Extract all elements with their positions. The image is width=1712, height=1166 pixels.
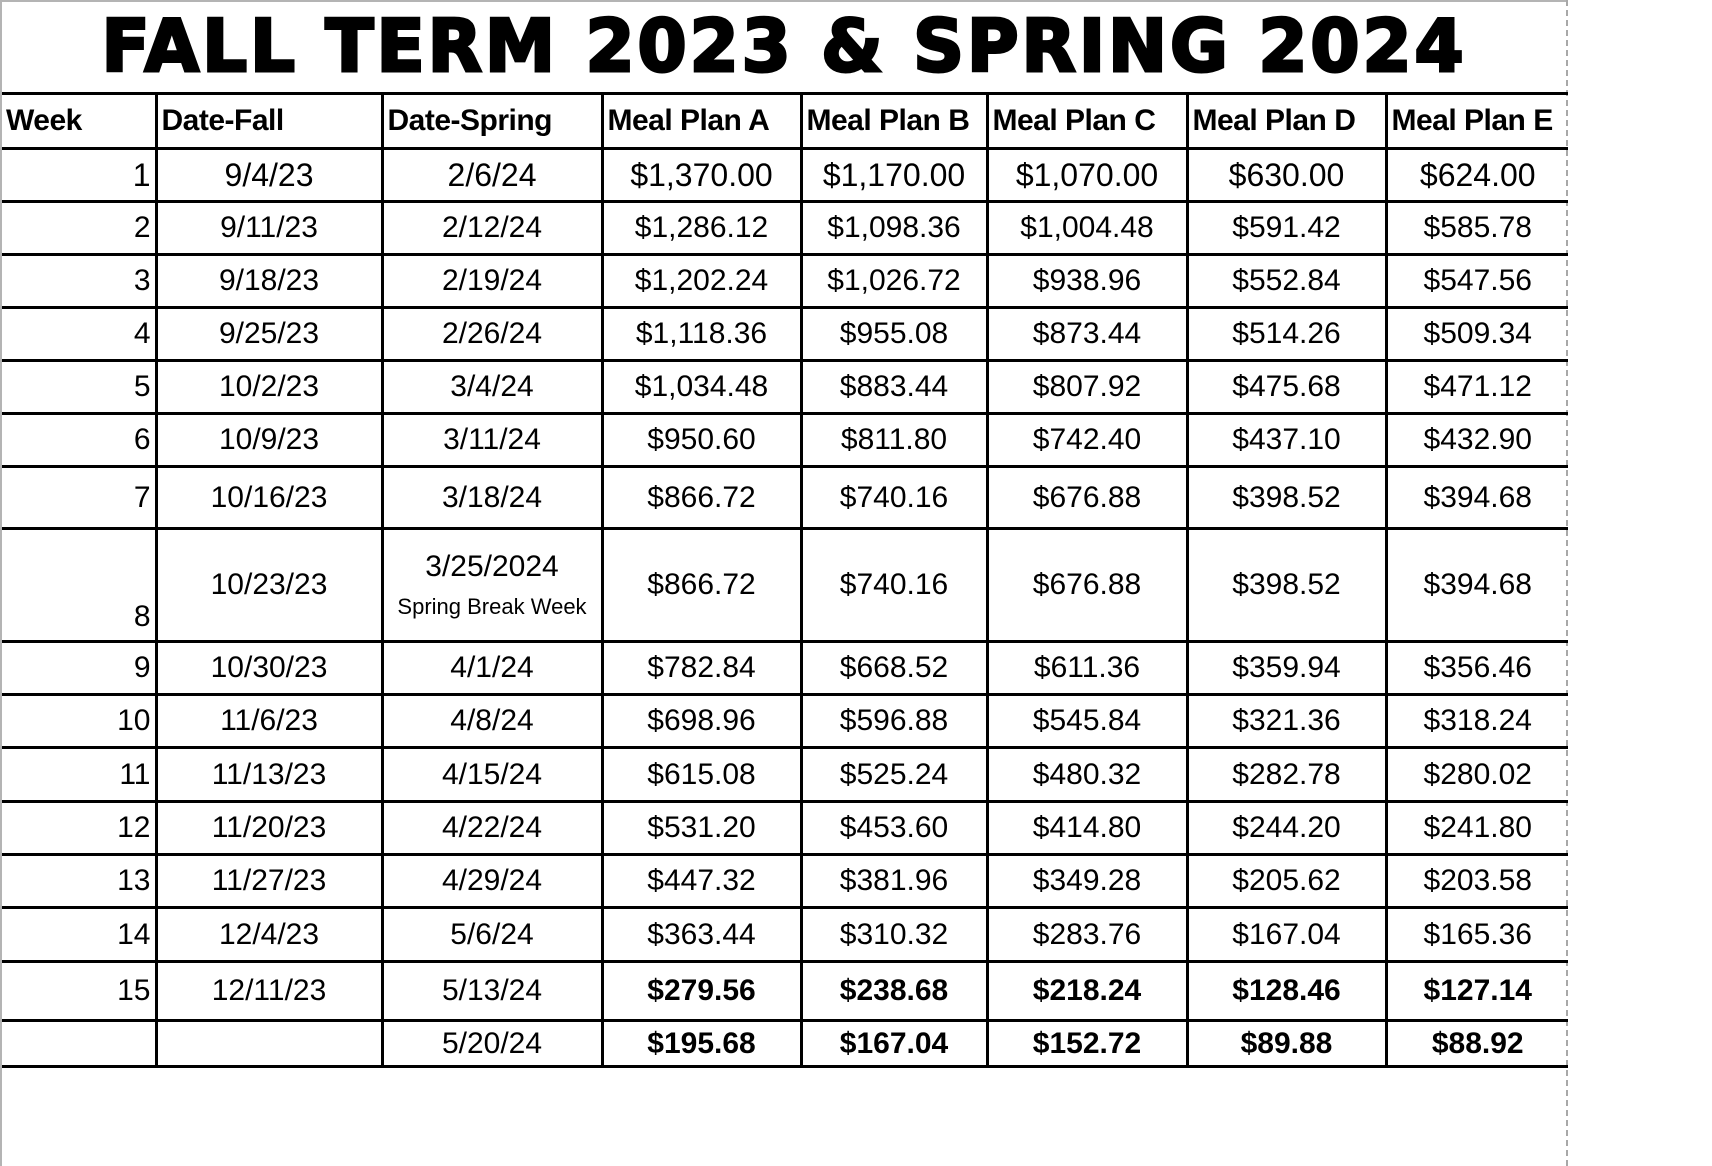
cell-date-spring: 3/4/24 [382, 361, 602, 414]
table-row [2, 962, 1568, 1021]
cell-plan-c: $349.28 [987, 855, 1187, 908]
cell-plan-b: $1,026.72 [801, 255, 987, 308]
cell-plan-e: $547.56 [1386, 255, 1568, 308]
cell-week: 11 [2, 748, 156, 802]
cell-plan-c: $742.40 [987, 414, 1187, 467]
cell-plan-c: $283.76 [987, 908, 1187, 962]
table-row-spring-break [2, 529, 1568, 642]
cell-week: 3 [2, 255, 156, 308]
cell-plan-c: $1,004.48 [987, 202, 1187, 255]
cell-week: 6 [2, 414, 156, 467]
header-row [2, 94, 1568, 149]
cell-date-fall: 12/4/23 [156, 908, 382, 962]
cell-plan-e: $585.78 [1386, 202, 1568, 255]
cell-plan-d: $89.88 [1187, 1021, 1386, 1067]
cell-date-spring: 2/6/24 [382, 149, 602, 202]
cell-date-fall [156, 1021, 382, 1067]
cell-plan-e: $165.36 [1386, 908, 1568, 962]
cell-plan-d: $552.84 [1187, 255, 1386, 308]
cell-date-spring: 4/1/24 [382, 642, 602, 695]
cell-week: 4 [2, 308, 156, 361]
cell-date-fall: 11/27/23 [156, 855, 382, 908]
cell-plan-c: $938.96 [987, 255, 1187, 308]
cell-plan-d: $398.52 [1187, 529, 1386, 642]
cell-plan-e: $241.80 [1386, 802, 1568, 855]
header-date-fall: Date-Fall [156, 94, 382, 149]
cell-week [2, 1021, 156, 1067]
cell-plan-d: $167.04 [1187, 908, 1386, 962]
cell-plan-c: $152.72 [987, 1021, 1187, 1067]
header-meal-plan-e: Meal Plan E [1386, 94, 1568, 149]
cell-week: 9 [2, 642, 156, 695]
cell-plan-c: $545.84 [987, 695, 1187, 748]
cell-plan-b: $310.32 [801, 908, 987, 962]
cell-date-fall: 9/11/23 [156, 202, 382, 255]
cell-plan-c: $676.88 [987, 529, 1187, 642]
cell-plan-a: $698.96 [602, 695, 801, 748]
cell-week: 10 [2, 695, 156, 748]
meal-plan-table [2, 92, 1568, 1068]
cell-plan-a: $531.20 [602, 802, 801, 855]
header-meal-plan-b: Meal Plan B [801, 94, 987, 149]
cell-plan-e: $394.68 [1386, 529, 1568, 642]
cell-date-fall: 9/4/23 [156, 149, 382, 202]
header-meal-plan-c: Meal Plan C [987, 94, 1187, 149]
cell-date-fall: 11/6/23 [156, 695, 382, 748]
cell-plan-c: $611.36 [987, 642, 1187, 695]
cell-date-fall: 12/11/23 [156, 962, 382, 1021]
spring-break-note: Spring Break Week [397, 594, 587, 619]
cell-plan-a: $950.60 [602, 414, 801, 467]
cell-week: 12 [2, 802, 156, 855]
table-row [2, 802, 1568, 855]
cell-plan-a: $1,286.12 [602, 202, 801, 255]
cell-plan-c: $676.88 [987, 467, 1187, 529]
cell-date-spring: 4/22/24 [382, 802, 602, 855]
cell-plan-e: $88.92 [1386, 1021, 1568, 1067]
cell-plan-d: $282.78 [1187, 748, 1386, 802]
cell-date-fall: 10/30/23 [156, 642, 382, 695]
cell-plan-c: $480.32 [987, 748, 1187, 802]
table-row [2, 695, 1568, 748]
cell-week: 7 [2, 467, 156, 529]
cell-week: 1 [2, 149, 156, 202]
cell-plan-e: $356.46 [1386, 642, 1568, 695]
cell-date-fall: 10/2/23 [156, 361, 382, 414]
cell-week: 13 [2, 855, 156, 908]
cell-plan-a: $363.44 [602, 908, 801, 962]
cell-date-fall: 10/23/23 [156, 529, 382, 642]
table-row [2, 1021, 1568, 1067]
table-row [2, 908, 1568, 962]
cell-plan-b: $811.80 [801, 414, 987, 467]
cell-plan-a: $1,118.36 [602, 308, 801, 361]
cell-plan-b: $381.96 [801, 855, 987, 908]
cell-date-fall: 11/20/23 [156, 802, 382, 855]
header-meal-plan-d: Meal Plan D [1187, 94, 1386, 149]
cell-plan-d: $437.10 [1187, 414, 1386, 467]
cell-plan-d: $475.68 [1187, 361, 1386, 414]
cell-plan-a: $279.56 [602, 962, 801, 1021]
cell-plan-b: $453.60 [801, 802, 987, 855]
cell-plan-e: $471.12 [1386, 361, 1568, 414]
cell-plan-e: $280.02 [1386, 748, 1568, 802]
cell-plan-b: $1,098.36 [801, 202, 987, 255]
cell-plan-a: $866.72 [602, 529, 801, 642]
cell-plan-d: $128.46 [1187, 962, 1386, 1021]
cell-plan-b: $525.24 [801, 748, 987, 802]
cell-plan-b: $167.04 [801, 1021, 987, 1067]
cell-plan-b: $1,170.00 [801, 149, 987, 202]
cell-plan-b: $883.44 [801, 361, 987, 414]
cell-date-spring: 2/19/24 [382, 255, 602, 308]
table-row [2, 467, 1568, 529]
table-row [2, 255, 1568, 308]
cell-plan-b: $668.52 [801, 642, 987, 695]
cell-plan-e: $509.34 [1386, 308, 1568, 361]
cell-plan-c: $807.92 [987, 361, 1187, 414]
header-week: Week [2, 94, 156, 149]
cell-plan-b: $955.08 [801, 308, 987, 361]
cell-plan-a: $1,370.00 [602, 149, 801, 202]
cell-date-fall: 11/13/23 [156, 748, 382, 802]
cell-plan-e: $127.14 [1386, 962, 1568, 1021]
cell-plan-c: $1,070.00 [987, 149, 1187, 202]
cell-date-fall: 9/18/23 [156, 255, 382, 308]
cell-date-spring: 5/20/24 [382, 1021, 602, 1067]
cell-week: 8 [2, 529, 156, 642]
cell-date-spring: 5/6/24 [382, 908, 602, 962]
cell-date-spring: 3/18/24 [382, 467, 602, 529]
cell-plan-b: $740.16 [801, 529, 987, 642]
cell-plan-d: $398.52 [1187, 467, 1386, 529]
cell-plan-a: $615.08 [602, 748, 801, 802]
cell-date-spring: 4/8/24 [382, 695, 602, 748]
header-date-spring: Date-Spring [382, 94, 602, 149]
cell-week: 5 [2, 361, 156, 414]
page-title: FALL TERM 2023 & SPRING 2024 [101, 4, 1467, 88]
cell-plan-d: $591.42 [1187, 202, 1386, 255]
cell-plan-b: $238.68 [801, 962, 987, 1021]
cell-plan-c: $873.44 [987, 308, 1187, 361]
table-row [2, 748, 1568, 802]
table-row [2, 149, 1568, 202]
cell-date-fall: 9/25/23 [156, 308, 382, 361]
spring-date: 3/25/2024 [425, 550, 559, 583]
table-row [2, 855, 1568, 908]
cell-plan-e: $394.68 [1386, 467, 1568, 529]
cell-week: 14 [2, 908, 156, 962]
cell-week: 2 [2, 202, 156, 255]
cell-plan-e: $432.90 [1386, 414, 1568, 467]
cell-plan-a: $447.32 [602, 855, 801, 908]
cell-plan-a: $1,202.24 [602, 255, 801, 308]
cell-plan-d: $205.62 [1187, 855, 1386, 908]
cell-plan-b: $596.88 [801, 695, 987, 748]
cell-plan-c: $218.24 [987, 962, 1187, 1021]
cell-date-spring: 4/29/24 [382, 855, 602, 908]
cell-plan-c: $414.80 [987, 802, 1187, 855]
cell-date-spring [382, 529, 602, 642]
cell-date-spring: 5/13/24 [382, 962, 602, 1021]
cell-plan-b: $740.16 [801, 467, 987, 529]
cell-week: 15 [2, 962, 156, 1021]
table-row [2, 642, 1568, 695]
cell-date-spring: 3/11/24 [382, 414, 602, 467]
cell-date-spring: 2/26/24 [382, 308, 602, 361]
cell-plan-d: $630.00 [1187, 149, 1386, 202]
cell-plan-e: $318.24 [1386, 695, 1568, 748]
cell-date-fall: 10/9/23 [156, 414, 382, 467]
cell-plan-d: $321.36 [1187, 695, 1386, 748]
table-row [2, 361, 1568, 414]
cell-plan-a: $1,034.48 [602, 361, 801, 414]
cell-plan-d: $514.26 [1187, 308, 1386, 361]
cell-date-spring: 2/12/24 [382, 202, 602, 255]
cell-plan-a: $195.68 [602, 1021, 801, 1067]
table-row [2, 308, 1568, 361]
cell-plan-d: $244.20 [1187, 802, 1386, 855]
table-row [2, 202, 1568, 255]
cell-date-spring: 4/15/24 [382, 748, 602, 802]
cell-plan-e: $624.00 [1386, 149, 1568, 202]
cell-date-fall: 10/16/23 [156, 467, 382, 529]
header-meal-plan-a: Meal Plan A [602, 94, 801, 149]
cell-plan-e: $203.58 [1386, 855, 1568, 908]
cell-plan-a: $782.84 [602, 642, 801, 695]
cell-plan-d: $359.94 [1187, 642, 1386, 695]
cell-plan-a: $866.72 [602, 467, 801, 529]
table-row [2, 414, 1568, 467]
